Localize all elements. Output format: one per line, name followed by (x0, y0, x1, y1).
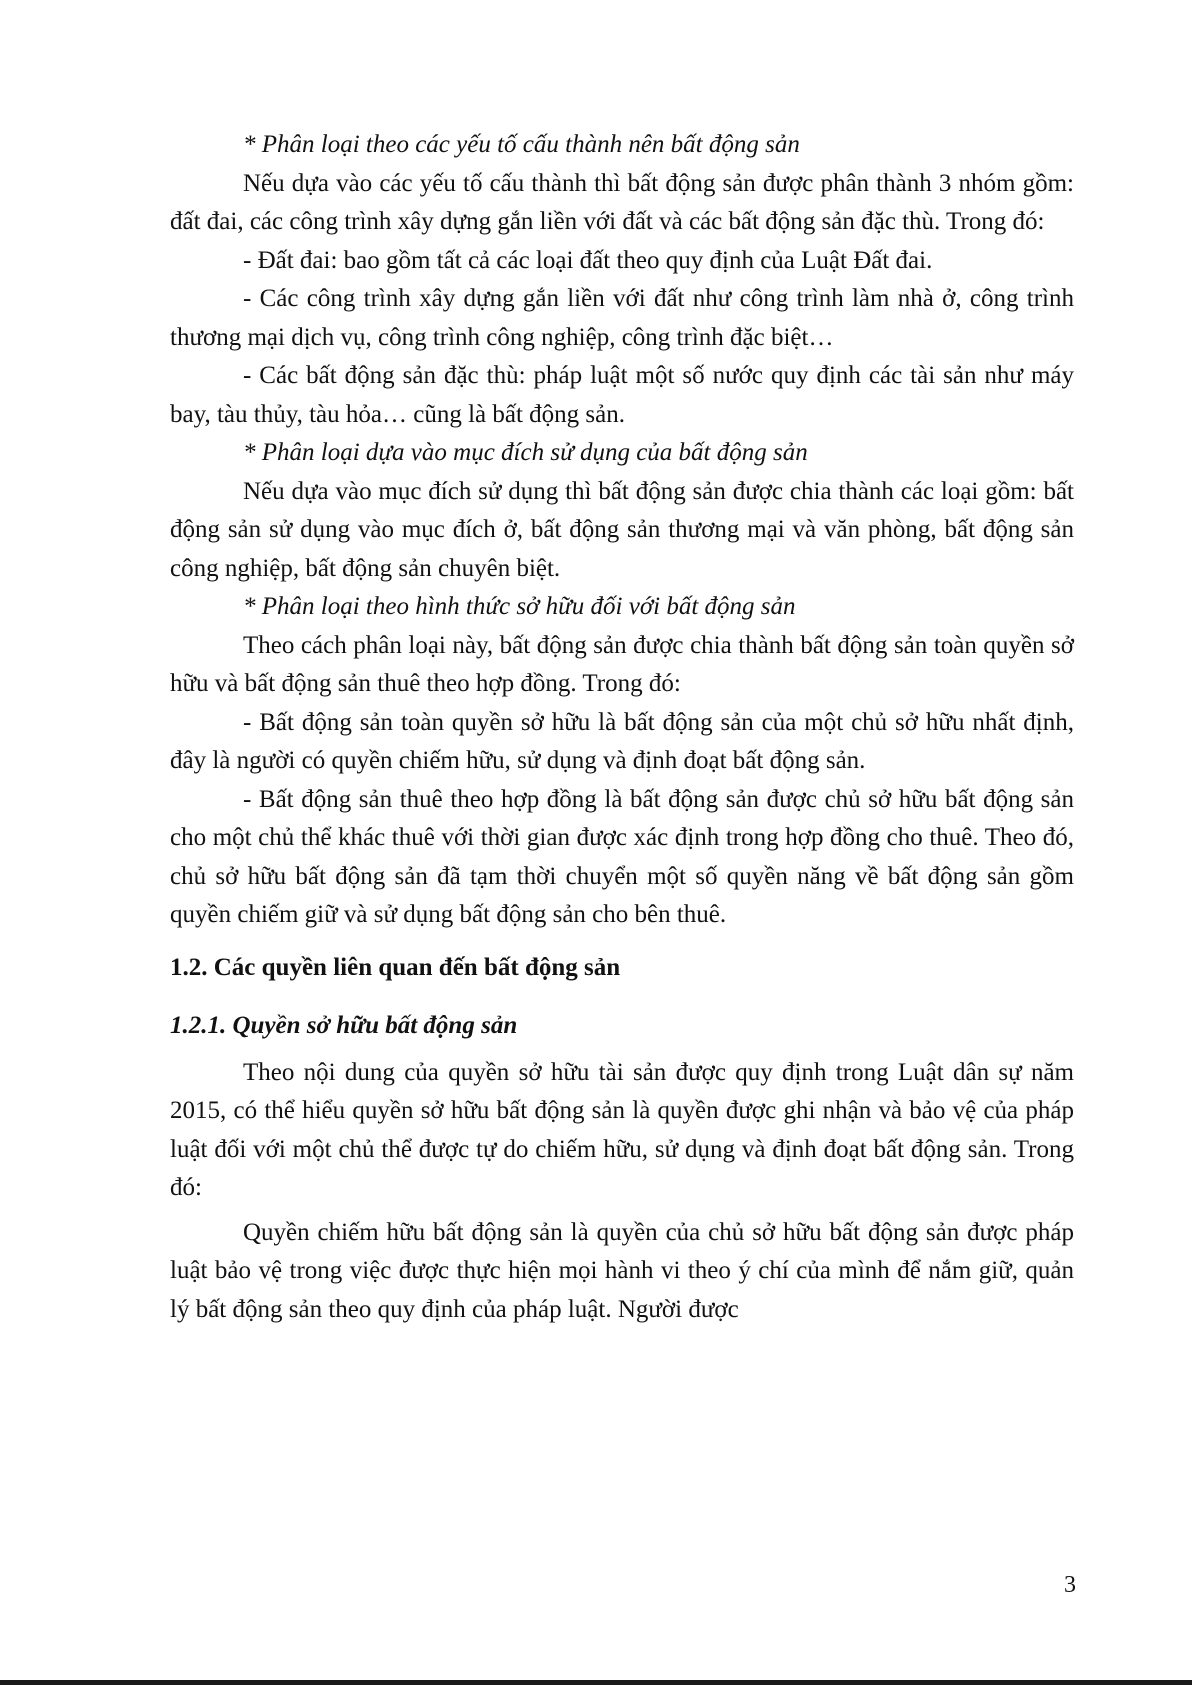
subsection-classification-by-purpose: * Phân loại dựa vào mục đích sử dụng của bất động sản (243, 439, 808, 466)
section-heading-1-2: 1.2. Các quyền liên quan đến bất động sản (170, 953, 621, 981)
section-heading-1-2-1: 1.2.1. Quyền sở hữu bất động sản (170, 1012, 518, 1039)
paragraph: Quyền chiếm hữu bất động sản là quyền của chủ sở hữu bất động sản được pháp luật bảo vệ trong việc được thực hiện mọi hành vi theo ý chí của mình để nắm giữ, quản lý bất động sản theo quy định của pháp luật. Người được (170, 1218, 1074, 1323)
page-number: 3 (1064, 1572, 1076, 1598)
list-item: - Đất đai: bao gồm tất cả các loại đất theo quy định của Luật Đất đai. (243, 246, 933, 274)
list-item: - Bất động sản toàn quyền sở hữu là bất động sản của một chủ sở hữu nhất định, đây là người có quyền chiếm hữu, sử dụng và định đoạt bất động sản. (170, 708, 1074, 774)
subsection-classification-by-ownership: * Phân loại theo hình thức sở hữu đối với bất động sản (243, 593, 796, 620)
paragraph: Nếu dựa vào các yếu tố cấu thành thì bất động sản được phân thành 3 nhóm gồm: đất đai, các công trình xây dựng gắn liền với đất và các bất động sản đặc thù. Trong đó: (170, 169, 1074, 235)
list-item: - Bất động sản thuê theo hợp đồng là bất động sản được chủ sở hữu bất động sản cho một chủ thể khác thuê với thời gian được xác định trong hợp đồng cho thuê. Theo đó, chủ sở hữu bất động sản đã tạm thời chuyển một số quyền năng về bất động sản gồm quyền chiếm giữ và sử dụng bất động sản cho bên thuê. (170, 785, 1074, 928)
paragraph: Nếu dựa vào mục đích sử dụng thì bất động sản được chia thành các loại gồm: bất động sản sử dụng vào mục đích ở, bất động sản thương mại và văn phòng, bất động sản công nghiệp, bất động sản chuyên biệt. (170, 477, 1074, 582)
paragraph: Theo nội dung của quyền sở hữu tài sản được quy định trong Luật dân sự năm 2015, có thể hiểu quyền sở hữu bất động sản là quyền được ghi nhận và bảo vệ của pháp luật đối với một chủ thể được tự do chiếm hữu, sử dụng và định đoạt bất động sản. Trong đó: (170, 1058, 1074, 1201)
document-page (170, 126, 1074, 1329)
list-item: - Các công trình xây dựng gắn liền với đất như công trình làm nhà ở, công trình thương mại dịch vụ, công trình công nghiệp, công trình đặc biệt… (170, 285, 1074, 351)
page-bottom-border (0, 1680, 1192, 1685)
paragraph: Theo cách phân loại này, bất động sản được chia thành bất động sản toàn quyền sở hữu và bất động sản thuê theo hợp đồng. Trong đó: (170, 631, 1074, 697)
subsection-classification-by-components: * Phân loại theo các yếu tố cấu thành nên bất động sản (243, 131, 800, 158)
list-item: - Các bất động sản đặc thù: pháp luật một số nước quy định các tài sản như máy bay, tàu thủy, tàu hỏa… cũng là bất động sản. (170, 362, 1074, 428)
